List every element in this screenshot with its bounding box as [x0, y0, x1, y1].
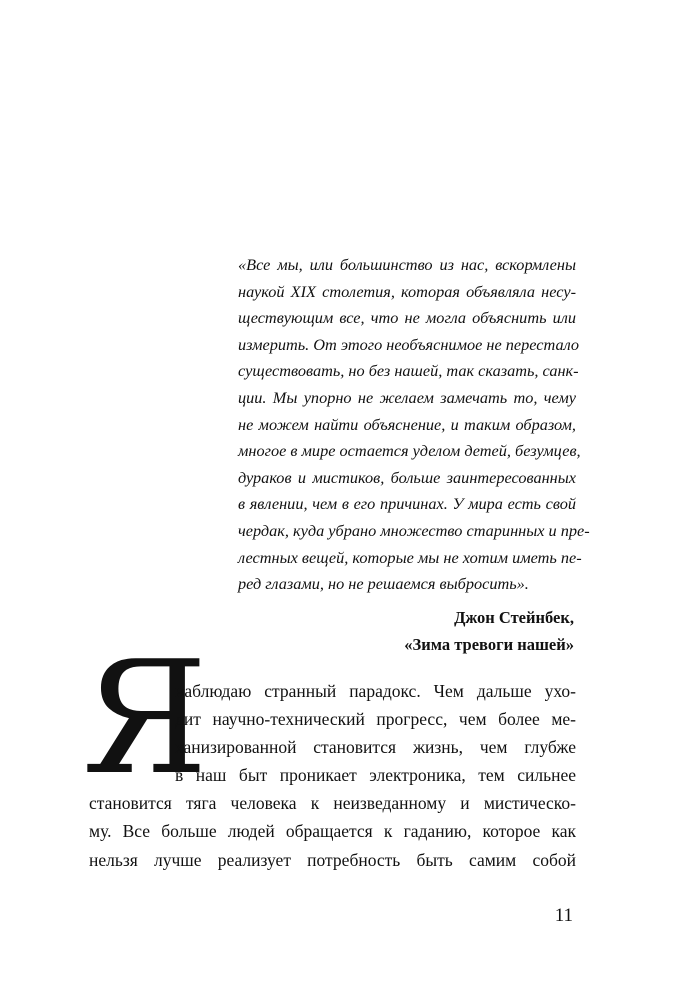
- epigraph-line: чердак, куда убрано множество старинных и пре-: [238, 520, 590, 540]
- epigraph-source: «Зима тревоги нашей»: [404, 635, 574, 654]
- epigraph-line: «Все мы, или большинство из нас, вскормлены: [238, 255, 576, 274]
- epigraph-line: ции. Мы упорно не желаем замечать то, чему: [238, 387, 576, 407]
- body-line: дит научно-технический прогресс, чем более ме-: [175, 709, 576, 730]
- body-line: нельзя лучше реализует потребность быть самим собой: [89, 849, 576, 870]
- epigraph-line: ред глазами, но не решаемся выбросить».: [238, 574, 529, 594]
- epigraph-line: измерить. От этого необъяснимое не перестало: [238, 334, 580, 354]
- epigraph-line: наукой XIX столетия, которая объявляла несу-: [238, 281, 576, 301]
- epigraph-attribution: [238, 604, 574, 658]
- body-paragraph: [89, 677, 576, 874]
- drop-cap-letter: Я: [82, 627, 208, 809]
- body-line: становится тяга человека к неизведанному и мистическо-: [89, 793, 576, 814]
- epigraph-line: ществующим все, что не могла объяснить или: [238, 308, 576, 328]
- epigraph-line: не можем найти объяснение, и таким образом,: [238, 414, 576, 434]
- body-line: ханизированной становится жизнь, чем глубже: [175, 737, 576, 758]
- epigraph-line: в явлении, чем в его причинах. У мира есть свой: [238, 494, 576, 514]
- epigraph-line: многое в мире остается уделом детей, безумцев,: [238, 441, 581, 461]
- page-number: 11: [554, 905, 573, 926]
- epigraph: [238, 252, 590, 598]
- epigraph-line: существовать, но без нашей, так сказать, санк-: [238, 361, 579, 381]
- epigraph-author: Джон Стейнбек,: [454, 608, 574, 627]
- body-line: му. Все больше людей обращается к гаданию, которое как: [89, 821, 576, 842]
- body-line: наблюдаю странный парадокс. Чем дальше ухо-: [175, 681, 576, 701]
- epigraph-line: лестных вещей, которые мы не хотим иметь пе-: [238, 547, 582, 567]
- epigraph-line: дураков и мистиков, больше заинтересованных: [238, 467, 576, 487]
- body-line: в наш быт проникает электроника, тем сильнее: [175, 765, 576, 786]
